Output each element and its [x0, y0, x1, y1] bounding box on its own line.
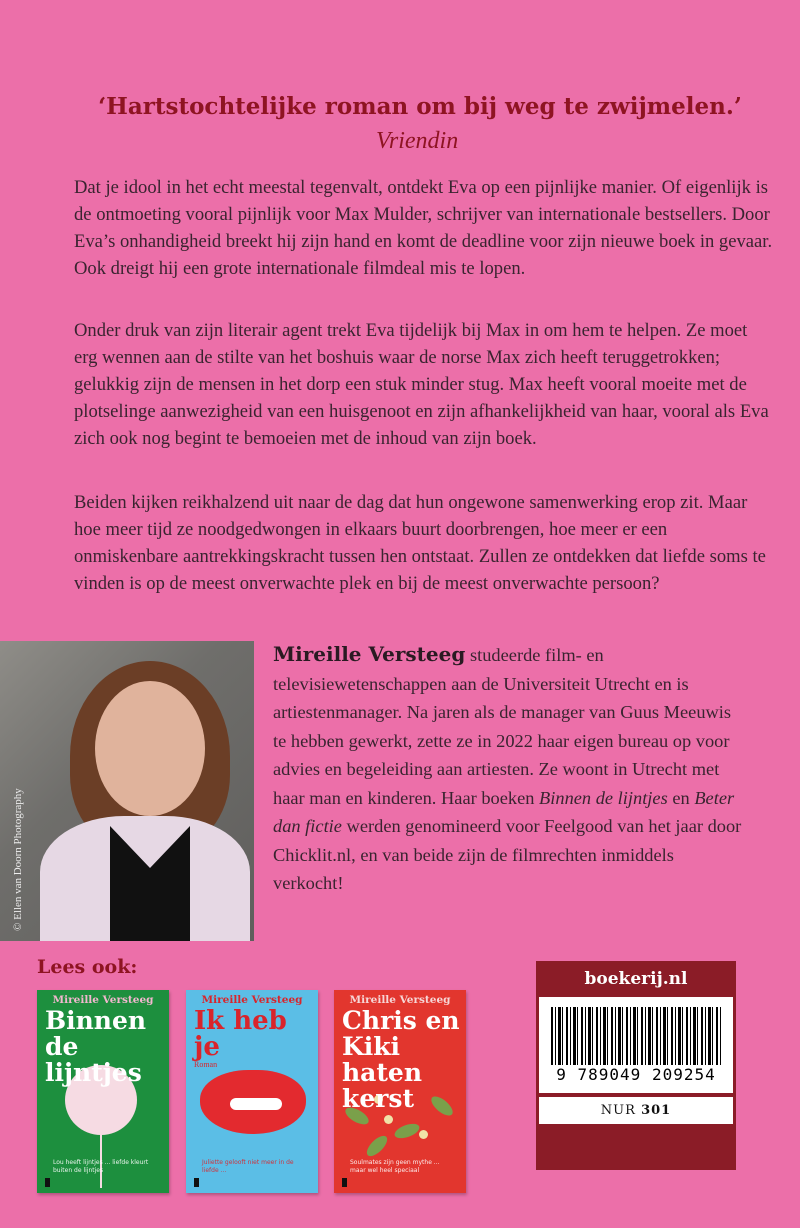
- book-author: Mireille Versteeg: [52, 994, 154, 1006]
- bio-text-3: werden genomineerd voor Feelgood van het jaar door Chicklit.nl, en van beide zijn de filmrechten inmiddels verkocht!: [273, 816, 742, 893]
- book-author: Mireille Versteeg: [201, 994, 303, 1006]
- book-cover-chris-en-kiki[interactable]: [334, 990, 466, 1193]
- book-blurb: Lou heeft lijntjes ... liefde kleurt buiten de lijntjes: [53, 1159, 149, 1174]
- barcode-bars: [551, 1007, 723, 1065]
- bio-text-1: studeerde film- en televisiewetenschappen aan de Universiteit Utrecht en is artiestenmanager. Na jaren als de manager van Guus Meeuwis te hebben gewerkt, zette ze in 2022 haar eigen bureau op voor advies en begeleiding aan artiesten. Ze woont in Utrecht met haar man en kinderen. Haar boeken: [273, 645, 732, 808]
- barcode-block: [536, 961, 736, 1170]
- blurb-paragraph-2: Onder druk van zijn literair agent trekt Eva tijdelijk bij Max in om hem te helpen. Ze moet erg wennen aan de stilte van het boshuis waar de norse Max zich heeft teruggetrokken; gelukkig zijn de mensen in het dorp een stuk minder stug. Max heeft vooral moeite met de plotselinge aanwezigheid van een huisgenoot en zijn afhankelijkheid van haar, vooral als Eva zich ook nog begint te bemoeien met de inhoud van zijn boek.: [74, 320, 769, 449]
- author-photo: [0, 641, 254, 941]
- book-title: Ik heb je: [194, 1006, 287, 1062]
- bio-book-b: Beter dan fictie: [273, 787, 735, 836]
- book-blurb: Soulmates zijn geen mythe ... maar wel heel speciaal: [350, 1159, 440, 1174]
- book-title: Binnen de lijntjes: [45, 1006, 147, 1087]
- book-title: Chris en Kiki haten kerst: [342, 1006, 460, 1113]
- publisher-logo: [45, 1178, 50, 1187]
- isbn-number: 9 789049 209254: [556, 1065, 716, 1084]
- book-cover-binnen-de-lijntjes[interactable]: [37, 990, 169, 1193]
- nur-code: NUR 301: [539, 1097, 733, 1124]
- publisher-logo: [194, 1178, 199, 1187]
- photo-credit: © Ellen van Doorn Photography: [12, 788, 24, 931]
- review-source: Vriendin: [376, 128, 459, 154]
- publisher-logo: [342, 1178, 347, 1187]
- lees-ook-heading: Lees ook:: [37, 956, 138, 978]
- review-quote: ‘Hartstochtelijke roman om bij weg te zwijmelen.’: [98, 93, 742, 120]
- book-blurb: Juliette gelooft niet meer in de liefde ...: [202, 1159, 294, 1174]
- book-genre: Roman: [194, 1060, 218, 1069]
- bio-book-a: Binnen de lijntjes: [539, 787, 668, 808]
- blurb-paragraph-3: Beiden kijken reikhalzend uit naar de dag dat hun ongewone samenwerking erop zit. Maar hoe meer tijd ze noodgedwongen in elkaars buurt doorbrengen, hoe meer er een onmiskenbare aantrekkingskracht tussen hen ontstaat. Zullen ze ontdekken dat liefde soms te vinden is op de meest onverwachte plek en bij de meest onverwachte persoon?: [74, 492, 766, 594]
- book-author: Mireille Versteeg: [349, 994, 451, 1006]
- book-cover-ik-heb-je[interactable]: [186, 990, 318, 1193]
- blurb-paragraph-1: Dat je idool in het echt meestal tegenvalt, ontdekt Eva op een pijnlijke manier. Of eigenlijk is de ontmoeting vooral pijnlijk voor Max Mulder, schrijver van internationale bestsellers. Door Eva’s onhandigheid breekt hij zijn hand en komt de deadline voor zijn nieuwe boek in gevaar. Ook dreigt hij een grote internationale filmdeal mis te lopen.: [74, 177, 773, 279]
- author-bio: [273, 640, 743, 898]
- publisher-site[interactable]: boekerij.nl: [584, 969, 688, 989]
- author-name: Mireille Versteeg: [273, 642, 466, 666]
- bio-text-2: en: [667, 787, 695, 808]
